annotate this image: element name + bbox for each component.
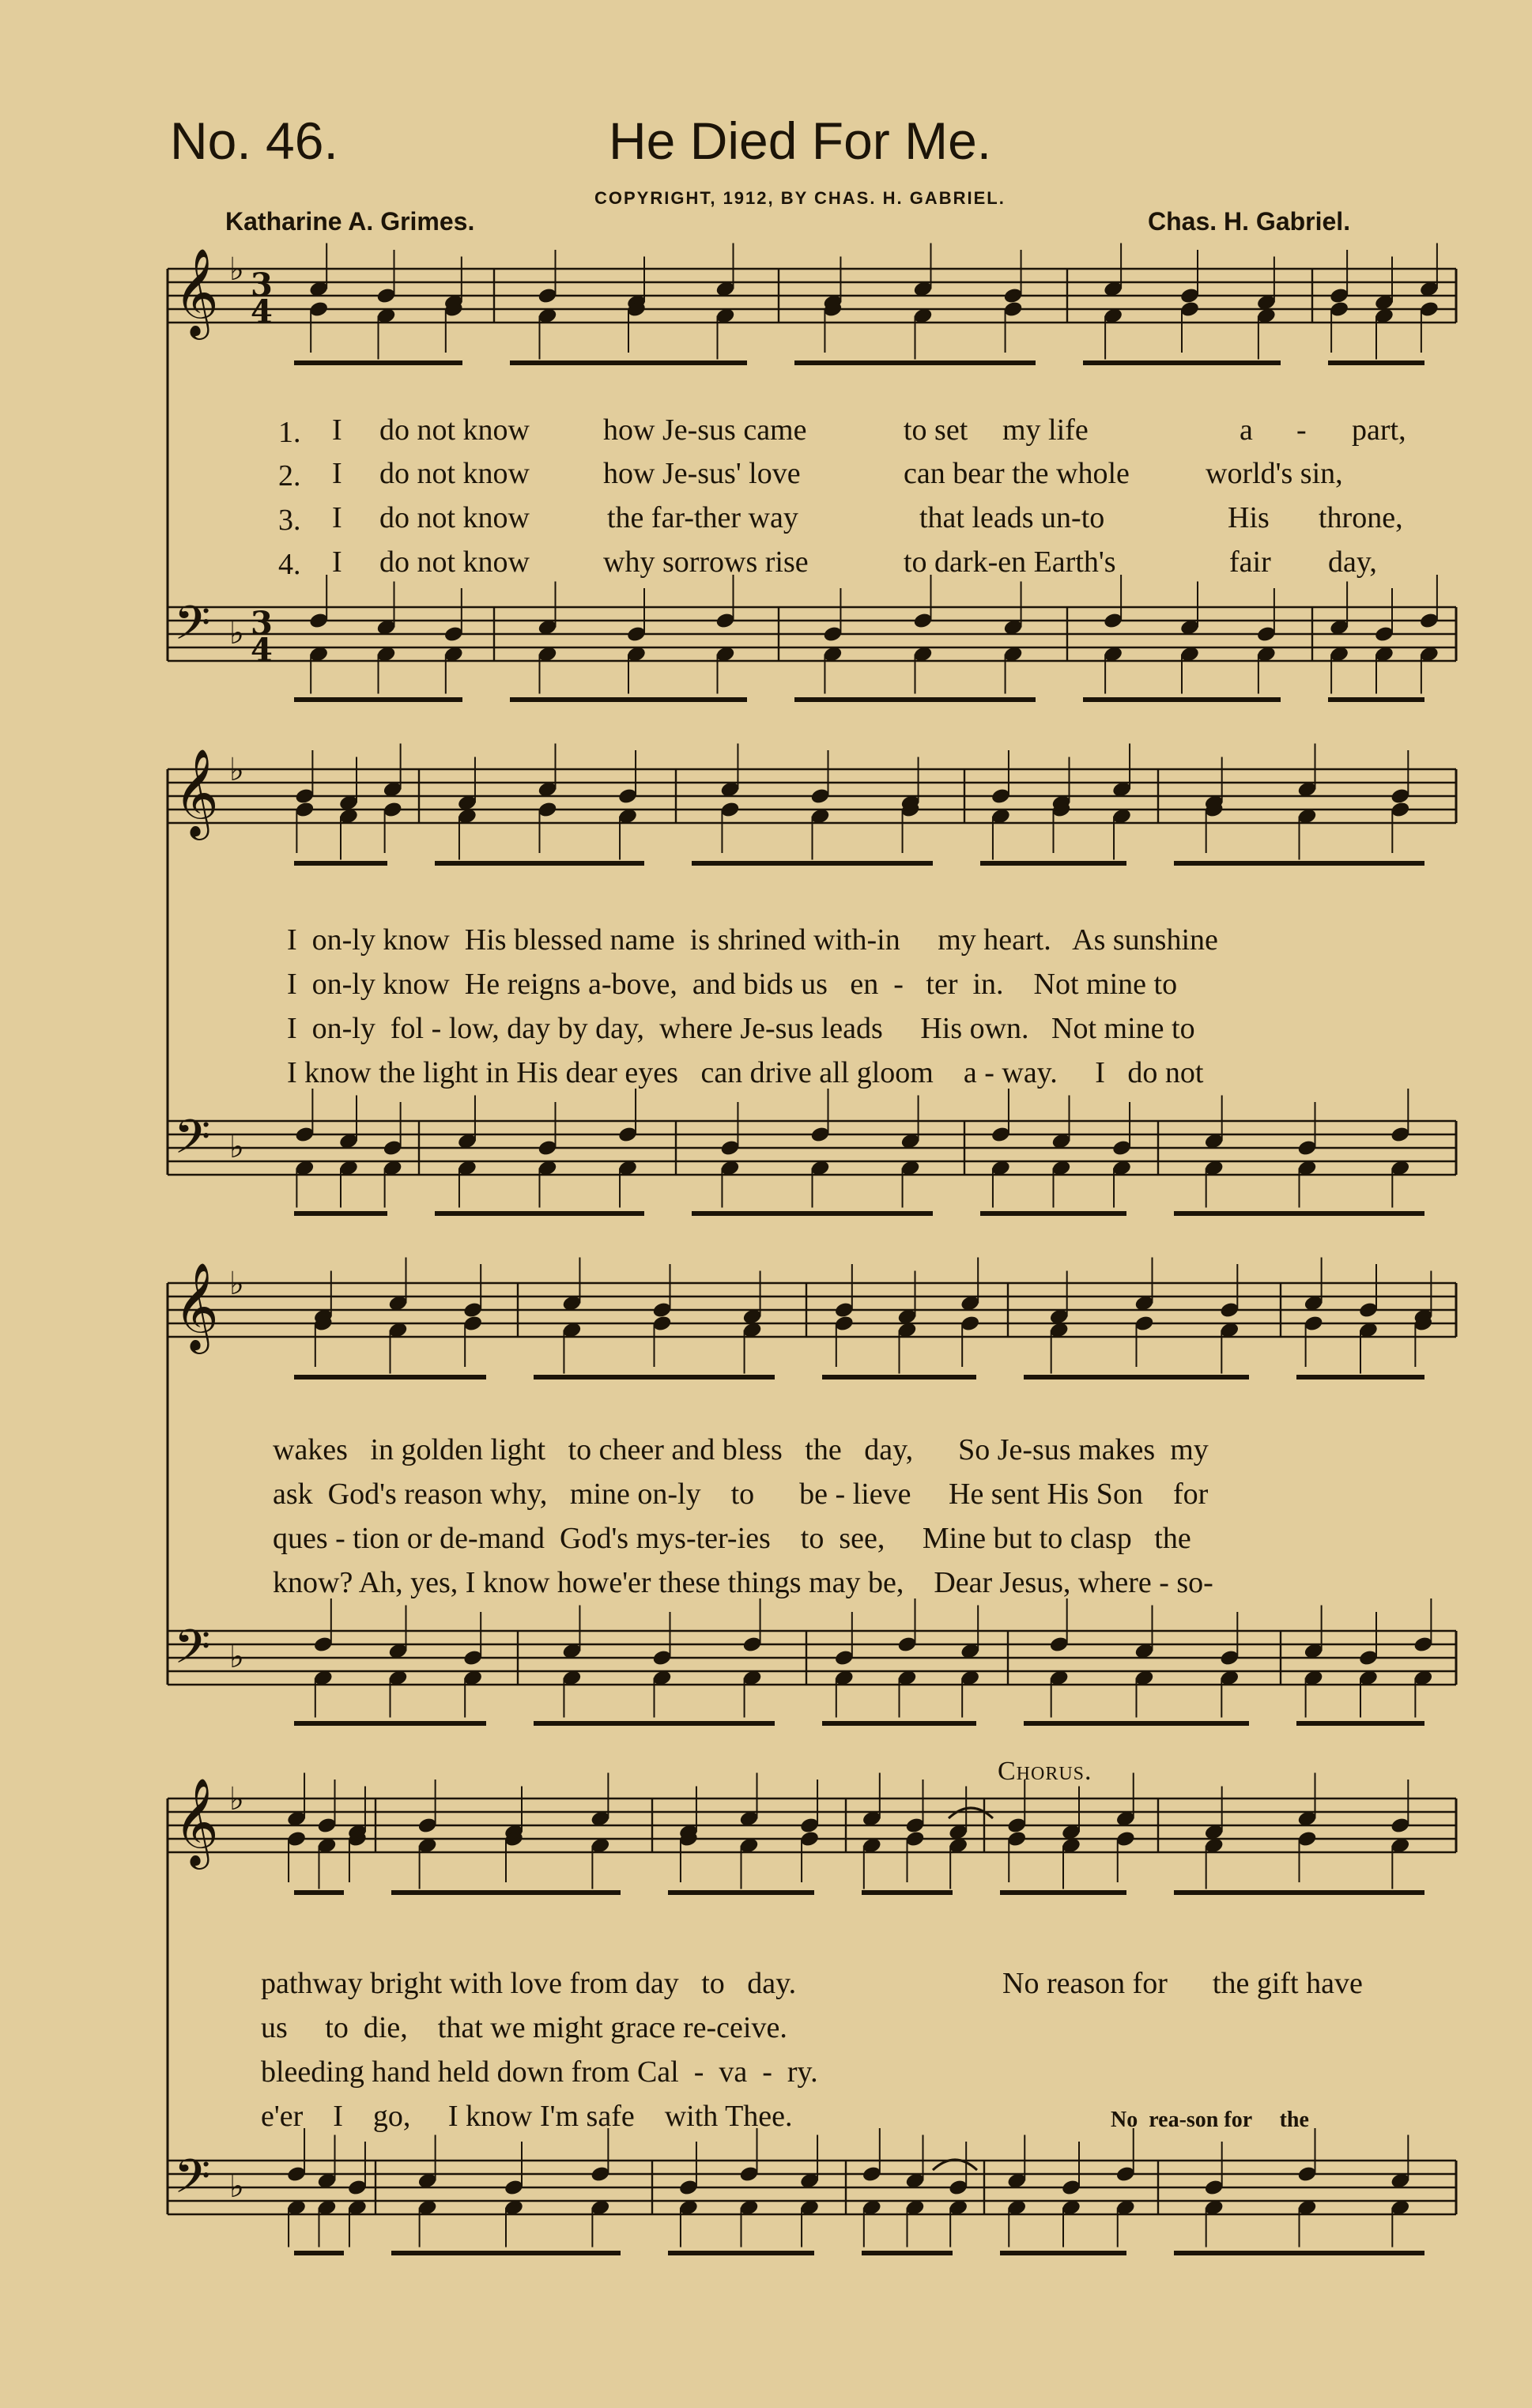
beam xyxy=(668,2251,814,2255)
beam xyxy=(1174,1890,1424,1895)
lyric: His xyxy=(1228,501,1270,534)
beam xyxy=(1024,1721,1249,1726)
flat-icon: ♭ xyxy=(229,2168,244,2205)
treble-clef-icon: 𝄞 xyxy=(174,247,219,336)
beam xyxy=(692,861,933,866)
lyric: day, xyxy=(1328,545,1377,579)
beam xyxy=(294,1890,344,1895)
flat-icon: ♭ xyxy=(229,1129,244,1165)
beam xyxy=(294,861,387,866)
lyric-line: pathway bright with love from day to day. xyxy=(261,1967,797,2000)
lyric: world's sin, xyxy=(1206,457,1343,490)
lyric: fair xyxy=(1229,545,1271,579)
beam xyxy=(391,2251,621,2255)
lyric: to dark-en Earth's xyxy=(904,545,1116,579)
lyric: throne, xyxy=(1319,501,1403,534)
beam xyxy=(980,1211,1126,1216)
lyric: that leads un-to xyxy=(919,501,1105,534)
verse-number: 3. xyxy=(278,504,301,537)
hymn-number: No. 46. xyxy=(170,111,338,170)
chorus-label: Chorus. xyxy=(998,1757,1092,1786)
lyric-line: I on-ly know His blessed name is shrined with-in my heart. As sunshine xyxy=(287,923,1218,957)
beam xyxy=(1328,360,1424,365)
beam xyxy=(435,1211,644,1216)
lyricist-credit: Katharine A. Grimes. xyxy=(225,207,475,236)
chorus-small-lyric: No rea-son for the xyxy=(1111,2108,1309,2132)
copyright-notice: COPYRIGHT, 1912, BY CHAS. H. GABRIEL. xyxy=(594,188,1006,208)
beam xyxy=(1296,1721,1424,1726)
beam xyxy=(794,360,1036,365)
lyric: I xyxy=(332,545,342,579)
lyric-line: I on-ly fol - low, day by day, where Je-sus leads His own. Not mine to xyxy=(287,1012,1195,1045)
hymn-title: He Died For Me. xyxy=(609,111,992,170)
lyric-line: I know the light in His dear eyes can drive all gloom a - way. I do not xyxy=(287,1056,1204,1089)
flat-icon: ♭ xyxy=(229,1781,244,1817)
beam xyxy=(822,1721,976,1726)
time-signature: 4 xyxy=(251,293,273,330)
bass-clef-icon: 𝄢 xyxy=(174,1619,211,1685)
treble-clef-icon: 𝄞 xyxy=(174,748,219,836)
beam xyxy=(1174,861,1424,866)
lyric: the far-ther way xyxy=(607,501,798,534)
beam xyxy=(692,1211,933,1216)
lyric: I xyxy=(332,457,342,490)
lyric-line: us to die, that we might grace re-ceive. xyxy=(261,2011,787,2044)
composer-credit: Chas. H. Gabriel. xyxy=(1148,207,1351,236)
beam xyxy=(1174,1211,1424,1216)
beam xyxy=(668,1890,814,1895)
bass-clef-icon: 𝄢 xyxy=(174,2149,211,2215)
flat-icon: ♭ xyxy=(229,752,244,788)
beam xyxy=(534,1721,775,1726)
time-signature: 3 xyxy=(251,605,273,642)
beam xyxy=(1174,2251,1424,2255)
beam xyxy=(1083,697,1281,702)
flat-icon: ♭ xyxy=(229,1639,244,1675)
lyric-line: know? Ah, yes, I know howe'er these things may be, Dear Jesus, where - so- xyxy=(273,1566,1213,1599)
lyric: do not know xyxy=(379,413,530,447)
lyric: how Je-sus came xyxy=(603,413,807,447)
beam xyxy=(794,697,1036,702)
beam xyxy=(534,1375,775,1380)
lyric: can bear the whole xyxy=(904,457,1130,490)
lyric: I xyxy=(332,413,342,447)
beam xyxy=(1024,1375,1249,1380)
beam xyxy=(294,1375,486,1380)
flat-icon: ♭ xyxy=(229,1266,244,1302)
beam xyxy=(294,697,462,702)
beam xyxy=(1083,360,1281,365)
time-signature: 3 xyxy=(251,266,273,304)
fermata-icon xyxy=(949,1808,993,1818)
verse-number: 1. xyxy=(278,416,301,449)
beam xyxy=(862,2251,953,2255)
beam xyxy=(822,1375,976,1380)
flat-icon: ♭ xyxy=(229,251,244,288)
beam xyxy=(862,1890,953,1895)
lyric: do not know xyxy=(379,545,530,579)
lyric-line: ask God's reason why, mine on-ly to be - lieve He sent His Son for xyxy=(273,1478,1209,1511)
beam xyxy=(980,861,1126,866)
treble-clef-icon: 𝄞 xyxy=(174,1777,219,1866)
lyric: why sorrows rise xyxy=(603,545,809,579)
verse-number: 2. xyxy=(278,459,301,493)
chorus-lyric-line: No reason for the gift have xyxy=(1002,1967,1363,2000)
beam xyxy=(510,360,747,365)
bass-clef-icon: 𝄢 xyxy=(174,595,211,662)
lyric-line: e'er I go, I know I'm safe with Thee. xyxy=(261,2100,793,2133)
bass-clef-icon: 𝄢 xyxy=(174,1109,211,1176)
verse-number: 4. xyxy=(278,548,301,581)
lyric-line: I on-ly know He reigns a-bove, and bids us en - ter in. Not mine to xyxy=(287,968,1178,1001)
treble-clef-icon: 𝄞 xyxy=(174,1262,219,1350)
lyric: do not know xyxy=(379,501,530,534)
beam xyxy=(510,697,747,702)
lyric: a xyxy=(1240,413,1253,447)
beam xyxy=(294,2251,344,2255)
lyric: my life xyxy=(1002,413,1089,447)
beam xyxy=(435,861,644,866)
lyric-line: wakes in golden light to cheer and bless the day, So Je-sus makes my xyxy=(273,1433,1209,1466)
beam xyxy=(391,1890,621,1895)
beam xyxy=(1000,2251,1126,2255)
beam xyxy=(1328,697,1424,702)
beam xyxy=(294,1721,486,1726)
lyric-line: bleeding hand held down from Cal - va - ry. xyxy=(261,2055,818,2089)
lyric: part, xyxy=(1352,413,1406,447)
time-signature: 4 xyxy=(251,632,273,669)
lyric: how Je-sus' love xyxy=(603,457,801,490)
lyric: - xyxy=(1296,413,1307,447)
flat-icon: ♭ xyxy=(229,615,244,651)
lyric: I xyxy=(332,501,342,534)
lyric: to set xyxy=(904,413,968,447)
beam xyxy=(1000,1890,1126,1895)
beam xyxy=(294,1211,387,1216)
lyric-line: ques - tion or de-mand God's mys-ter-ies to see, Mine but to clasp the xyxy=(273,1522,1191,1555)
beam xyxy=(294,360,462,365)
beam xyxy=(1296,1375,1424,1380)
lyric: do not know xyxy=(379,457,530,490)
